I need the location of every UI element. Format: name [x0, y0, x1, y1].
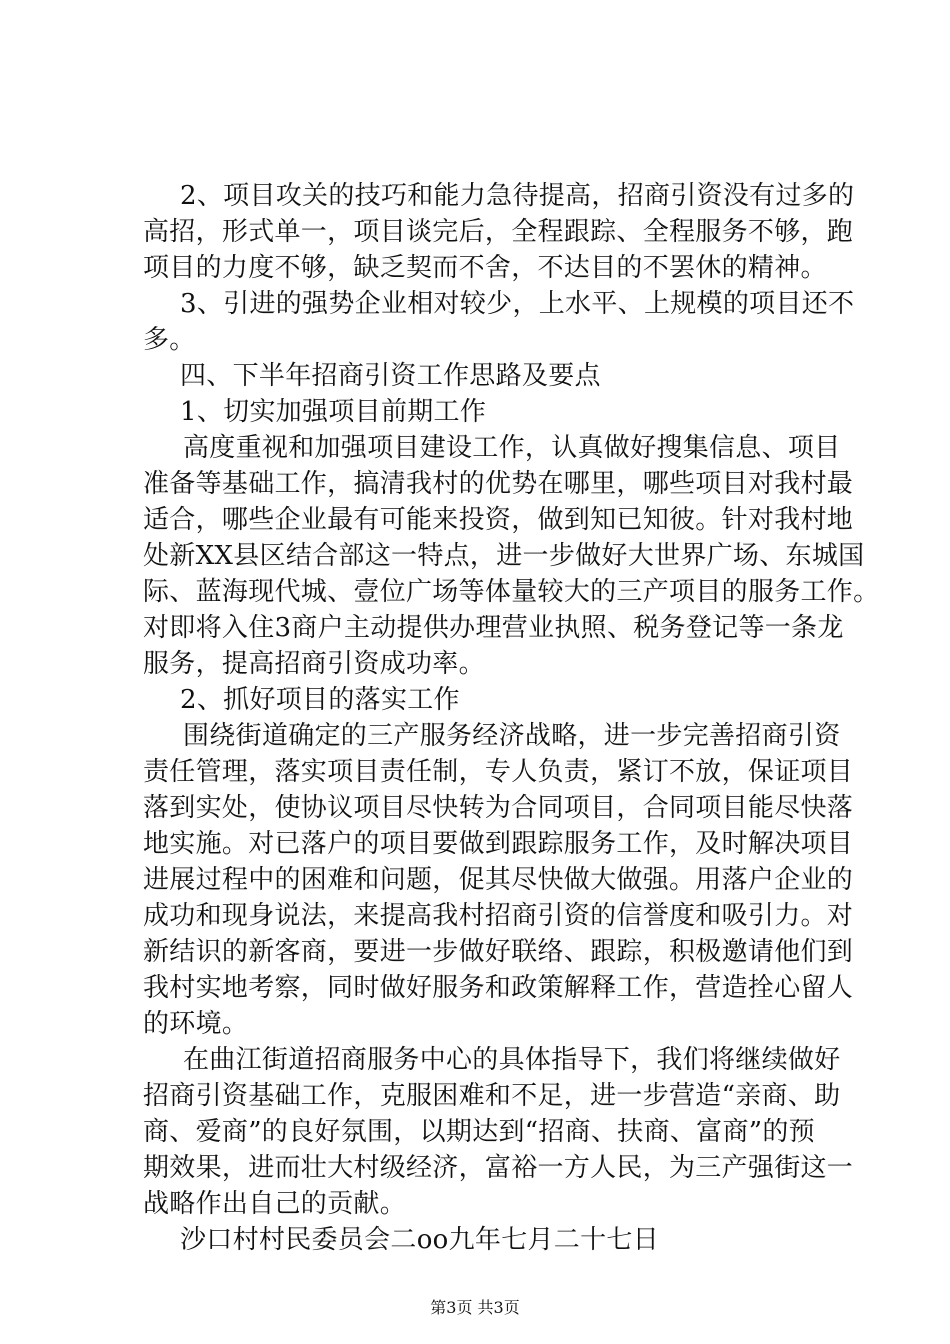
paragraph-line: 落到实处，使协议项目尽快转为合同项目，合同项目能尽快落 [143, 793, 854, 823]
document-body [143, 178, 880, 1258]
signature-line: 沙口村村民委员会二oo九年七月二十七日 [180, 1225, 660, 1255]
paragraph-line: 地实施。对已落户的项目要做到跟踪服务工作，及时解决项目 [143, 829, 854, 859]
paragraph-line: 进展过程中的困难和问题，促其尽快做大做强。用落户企业的 [143, 865, 854, 895]
paragraph-line: 对即将入住3商户主动提供办理营业执照、税务登记等一条龙 [143, 613, 844, 643]
paragraph-line: 高度重视和加强项目建设工作，认真做好搜集信息、项目 [183, 433, 841, 463]
paragraph-line: 围绕街道确定的三产服务经济战略，进一步完善招商引资 [183, 721, 841, 751]
paragraph-line: 在曲江街道招商服务中心的具体指导下，我们将继续做好 [183, 1045, 841, 1075]
section-heading: 四、下半年招商引资工作思路及要点 [180, 361, 601, 391]
paragraph-line: 我村实地考察，同时做好服务和政策解释工作，营造拴心留人 [143, 973, 854, 1003]
subsection-heading: 1、切实加强项目前期工作 [180, 397, 487, 427]
paragraph-line: 期效果，进而壮大村级经济，富裕一方人民，为三产强街这一 [143, 1153, 854, 1183]
paragraph-line: 3、引进的强势企业相对较少，上水平、上规模的项目还不 [180, 289, 855, 319]
paragraph-line: 处新XX县区结合部这一特点，进一步做好大世界广场、东城国 [143, 541, 865, 571]
paragraph-line: 际、蓝海现代城、壹位广场等体量较大的三产项目的服务工作。 [143, 577, 880, 607]
paragraph-line: 的环境。 [143, 1009, 249, 1039]
paragraph-line: 成功和现身说法，来提高我村招商引资的信誉度和吸引力。对 [143, 901, 854, 931]
paragraph-line: 准备等基础工作，搞清我村的优势在哪里，哪些项目对我村最 [143, 469, 854, 499]
paragraph-line: 新结识的新客商，要进一步做好联络、跟踪，积极邀请他们到 [143, 937, 854, 967]
subsection-heading: 2、抓好项目的落实工作 [180, 685, 460, 715]
paragraph-line: 多。 [143, 325, 196, 355]
paragraph-line: 2、项目攻关的技巧和能力急待提高，招商引资没有过多的 [180, 181, 855, 211]
paragraph-line: 适合，哪些企业最有可能来投资，做到知已知彼。针对我村地 [143, 505, 854, 535]
paragraph-line: 招商引资基础工作，克服困难和不足，进一步营造“亲商、助 [143, 1081, 841, 1111]
paragraph-line: 项目的力度不够，缺乏契而不舍，不达目的不罢休的精神。 [143, 253, 827, 283]
paragraph-line: 商、爱商”的良好氛围，以期达到“招商、扶商、富商”的预 [143, 1117, 815, 1147]
page-number-footer: 第3页 共3页 [430, 1298, 520, 1317]
paragraph-line: 高招，形式单一，项目谈完后，全程跟踪、全程服务不够，跑 [143, 217, 854, 247]
paragraph-line: 责任管理，落实项目责任制，专人负责，紧订不放，保证项目 [143, 757, 854, 787]
paragraph-line: 战略作出自己的贡献。 [143, 1189, 407, 1219]
paragraph-line: 服务，提高招商引资成功率。 [143, 649, 485, 679]
